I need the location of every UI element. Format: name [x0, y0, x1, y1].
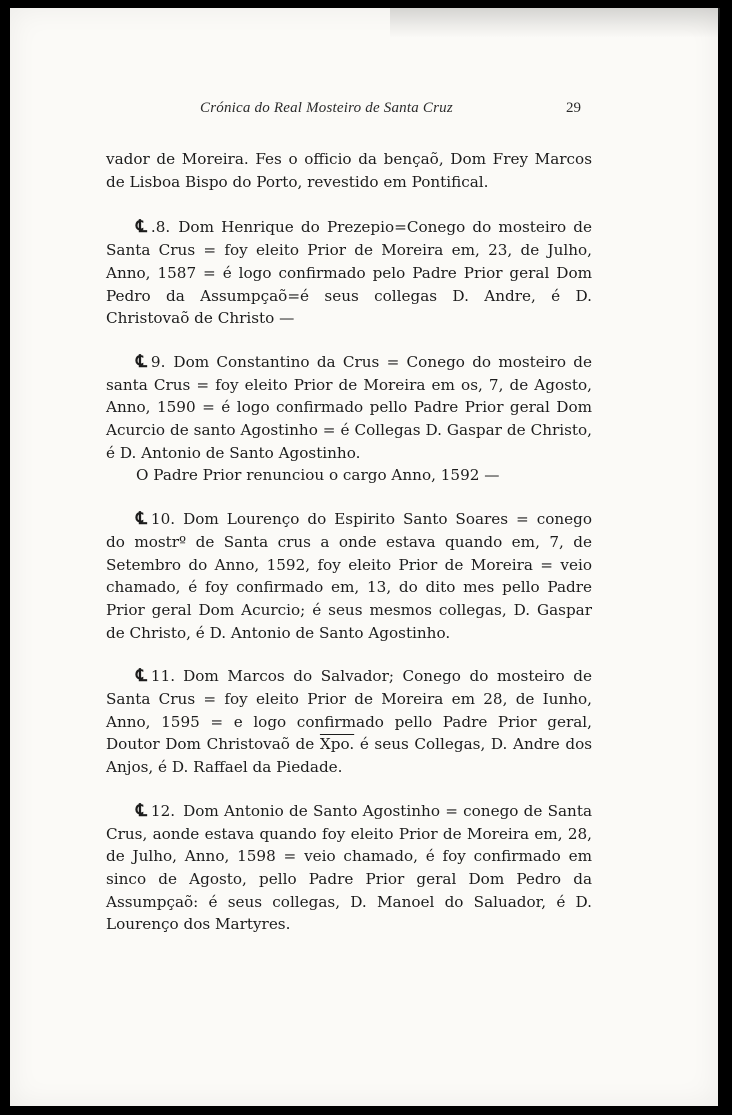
- paragraph-mark-icon: ℄: [136, 509, 147, 530]
- book-page: [10, 8, 718, 1106]
- entry-number: .8.: [150, 218, 171, 237]
- entry-text: Dom Constantino da Crus = Conego do mosteiro de santa Crus = foy eleito Prior de Moreira em os, 7, de Agosto, Anno, 1590 = é logo confirmado pello Padre Prior geral Dom Acurcio de santo Agostinho = é Collegas D. Gaspar de Christo, é D. Antonio de Santo Agostinho.: [106, 352, 592, 462]
- paragraph-continuation: [106, 148, 592, 193]
- entry-10: [106, 508, 592, 644]
- entry-text: Dom Marcos do Salvador; Conego do mosteiro de Santa Crus = foy eleito Prior de Moreira em 28, de Iunho, Anno, 1595 = e logo confirmado pello Padre Prior geral, Doutor Dom Christovaõ de: [106, 667, 592, 754]
- paragraph-mark-icon: ℄: [136, 666, 147, 687]
- entry-text: Dom Lourenço do Espirito Santo Soares = conego do mostrº de Santa crus a onde estava quando em, 7, de Setembro do Anno, 1592, foy eleito Prior de Moreira = veio chamado, é foy confirmado em, 13, do dito mes pello Padre Prior geral Dom Acurcio; é seus mesmos collegas, D. Gaspar de Christo, é D. Antonio de Santo Agostinho.: [106, 510, 592, 642]
- page-number: 29: [566, 100, 581, 116]
- body-text: [106, 148, 592, 957]
- entry-text-end: é seus Collegas, D. Andre dos Anjos, é D. Raffael da Piedade.: [106, 735, 593, 777]
- entry-note: O Padre Prior renunciou o cargo Anno, 1592 —: [136, 466, 500, 485]
- paragraph-mark-icon: ℄: [136, 217, 147, 238]
- entry-number: 11.: [150, 667, 176, 686]
- paragraph-text: vador de Moreira. Fes o officio da bençaõ, Dom Frey Marcos de Lisboa Bispo do Porto, revestido em Pontifical.: [106, 150, 592, 191]
- entry-text: Dom Henrique do Prezepio=Conego do mosteiro de Santa Crus = foy eleito Prior de Moreira em, 23, de Julho, Anno, 1587 = é logo confirmado pelo Padre Prior geral Dom Pedro da Assumpçaõ=é seus collegas D. Andre, é D. Christovaõ de Christo —: [106, 218, 592, 328]
- page-edge-shadow: [390, 8, 720, 38]
- abbreviation: Xpo.: [319, 735, 355, 754]
- entry-9: [106, 351, 592, 487]
- entry-12: [106, 800, 592, 936]
- entry-text: Dom Antonio de Santo Agostinho = conego de Santa Crus, aonde estava quando foy eleito Prior de Moreira em, 28, de Julho, Anno, 1598 = veio chamado, é foy confirmado em sinco de Agosto, pello Padre Prior geral Dom Pedro da Assumpçaõ: é seus collegas, D. Manoel do Saluador, é D. Lourenço dos Martyres.: [106, 801, 592, 934]
- header-title: Crónica do Real Mosteiro de Santa Cruz: [200, 100, 453, 116]
- running-header: [10, 100, 718, 124]
- paragraph-mark-icon: ℄: [136, 351, 147, 372]
- entry-number: 10.: [150, 510, 176, 529]
- entry-8: [106, 216, 592, 330]
- entry-number: 12.: [150, 801, 176, 820]
- entry-number: 9.: [150, 352, 166, 371]
- entry-11: [106, 665, 592, 779]
- paragraph-mark-icon: ℄: [136, 800, 147, 821]
